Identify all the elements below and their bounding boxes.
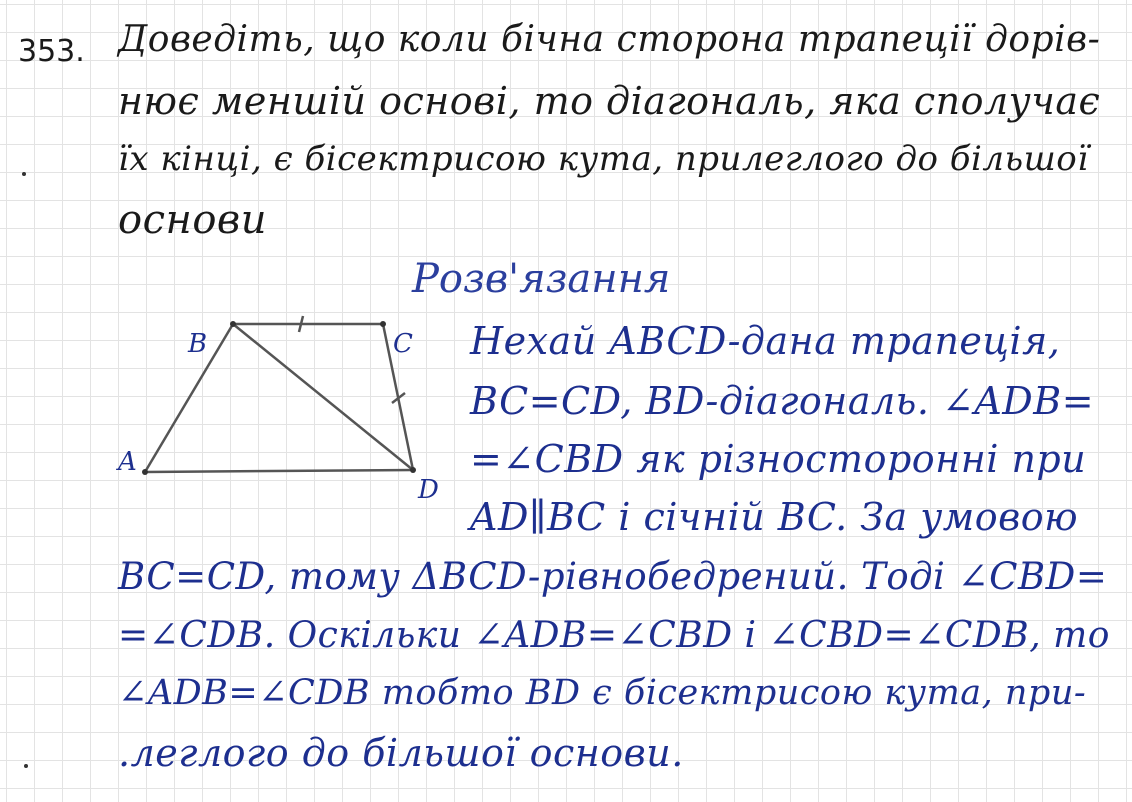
vertex-c (380, 321, 386, 327)
solution-line-3: =∠CBD як різносторонні при (470, 437, 1087, 481)
solution-line-1: Нехай ABCD-дана трапеція, (470, 319, 1061, 363)
vertex-a (142, 469, 148, 475)
solution-line-8: .леглого до більшої основи. (118, 731, 684, 775)
margin-dot (22, 172, 26, 176)
solution-line-2: BC=CD, BD-діагональ. ∠ADB= (470, 379, 1095, 423)
solution-line-6: =∠CDB. Оскільки ∠ADB=∠CBD і ∠CBD=∠CDB, то (118, 615, 1110, 656)
problem-number: 353. (18, 34, 85, 69)
margin-dot (24, 764, 28, 768)
diagonal-bd (233, 324, 413, 470)
trapezoid-sides (145, 316, 413, 472)
problem-line-4: основи (118, 197, 267, 243)
solution-line-7: ∠ADB=∠CDB тобто BD є бісектрисою кута, при- (118, 673, 1087, 713)
label-a: A (118, 447, 137, 477)
problem-line-2: нює меншій основі, то діагональ, яка сполучає (118, 79, 1101, 123)
label-b: B (188, 329, 208, 359)
label-c: C (393, 329, 413, 359)
label-d: D (418, 475, 439, 505)
solution-heading: Розв'язання (412, 256, 671, 302)
solution-line-5: BC=CD, тому ΔBCD-рівнобедрений. Тоді ∠CBD= (118, 555, 1108, 598)
vertex-d (410, 467, 416, 473)
problem-line-1: Доведіть, що коли бічна сторона трапеції дорів- (118, 19, 1101, 60)
solution-line-4: AD∥BC і січній BC. За умовою (470, 495, 1079, 539)
vertex-b (230, 321, 236, 327)
side-ad (145, 470, 413, 472)
trapezoid-figure (100, 300, 460, 510)
problem-line-3: їх кінці, є бісектрисою кута, прилеглого до більшої (118, 139, 1089, 179)
